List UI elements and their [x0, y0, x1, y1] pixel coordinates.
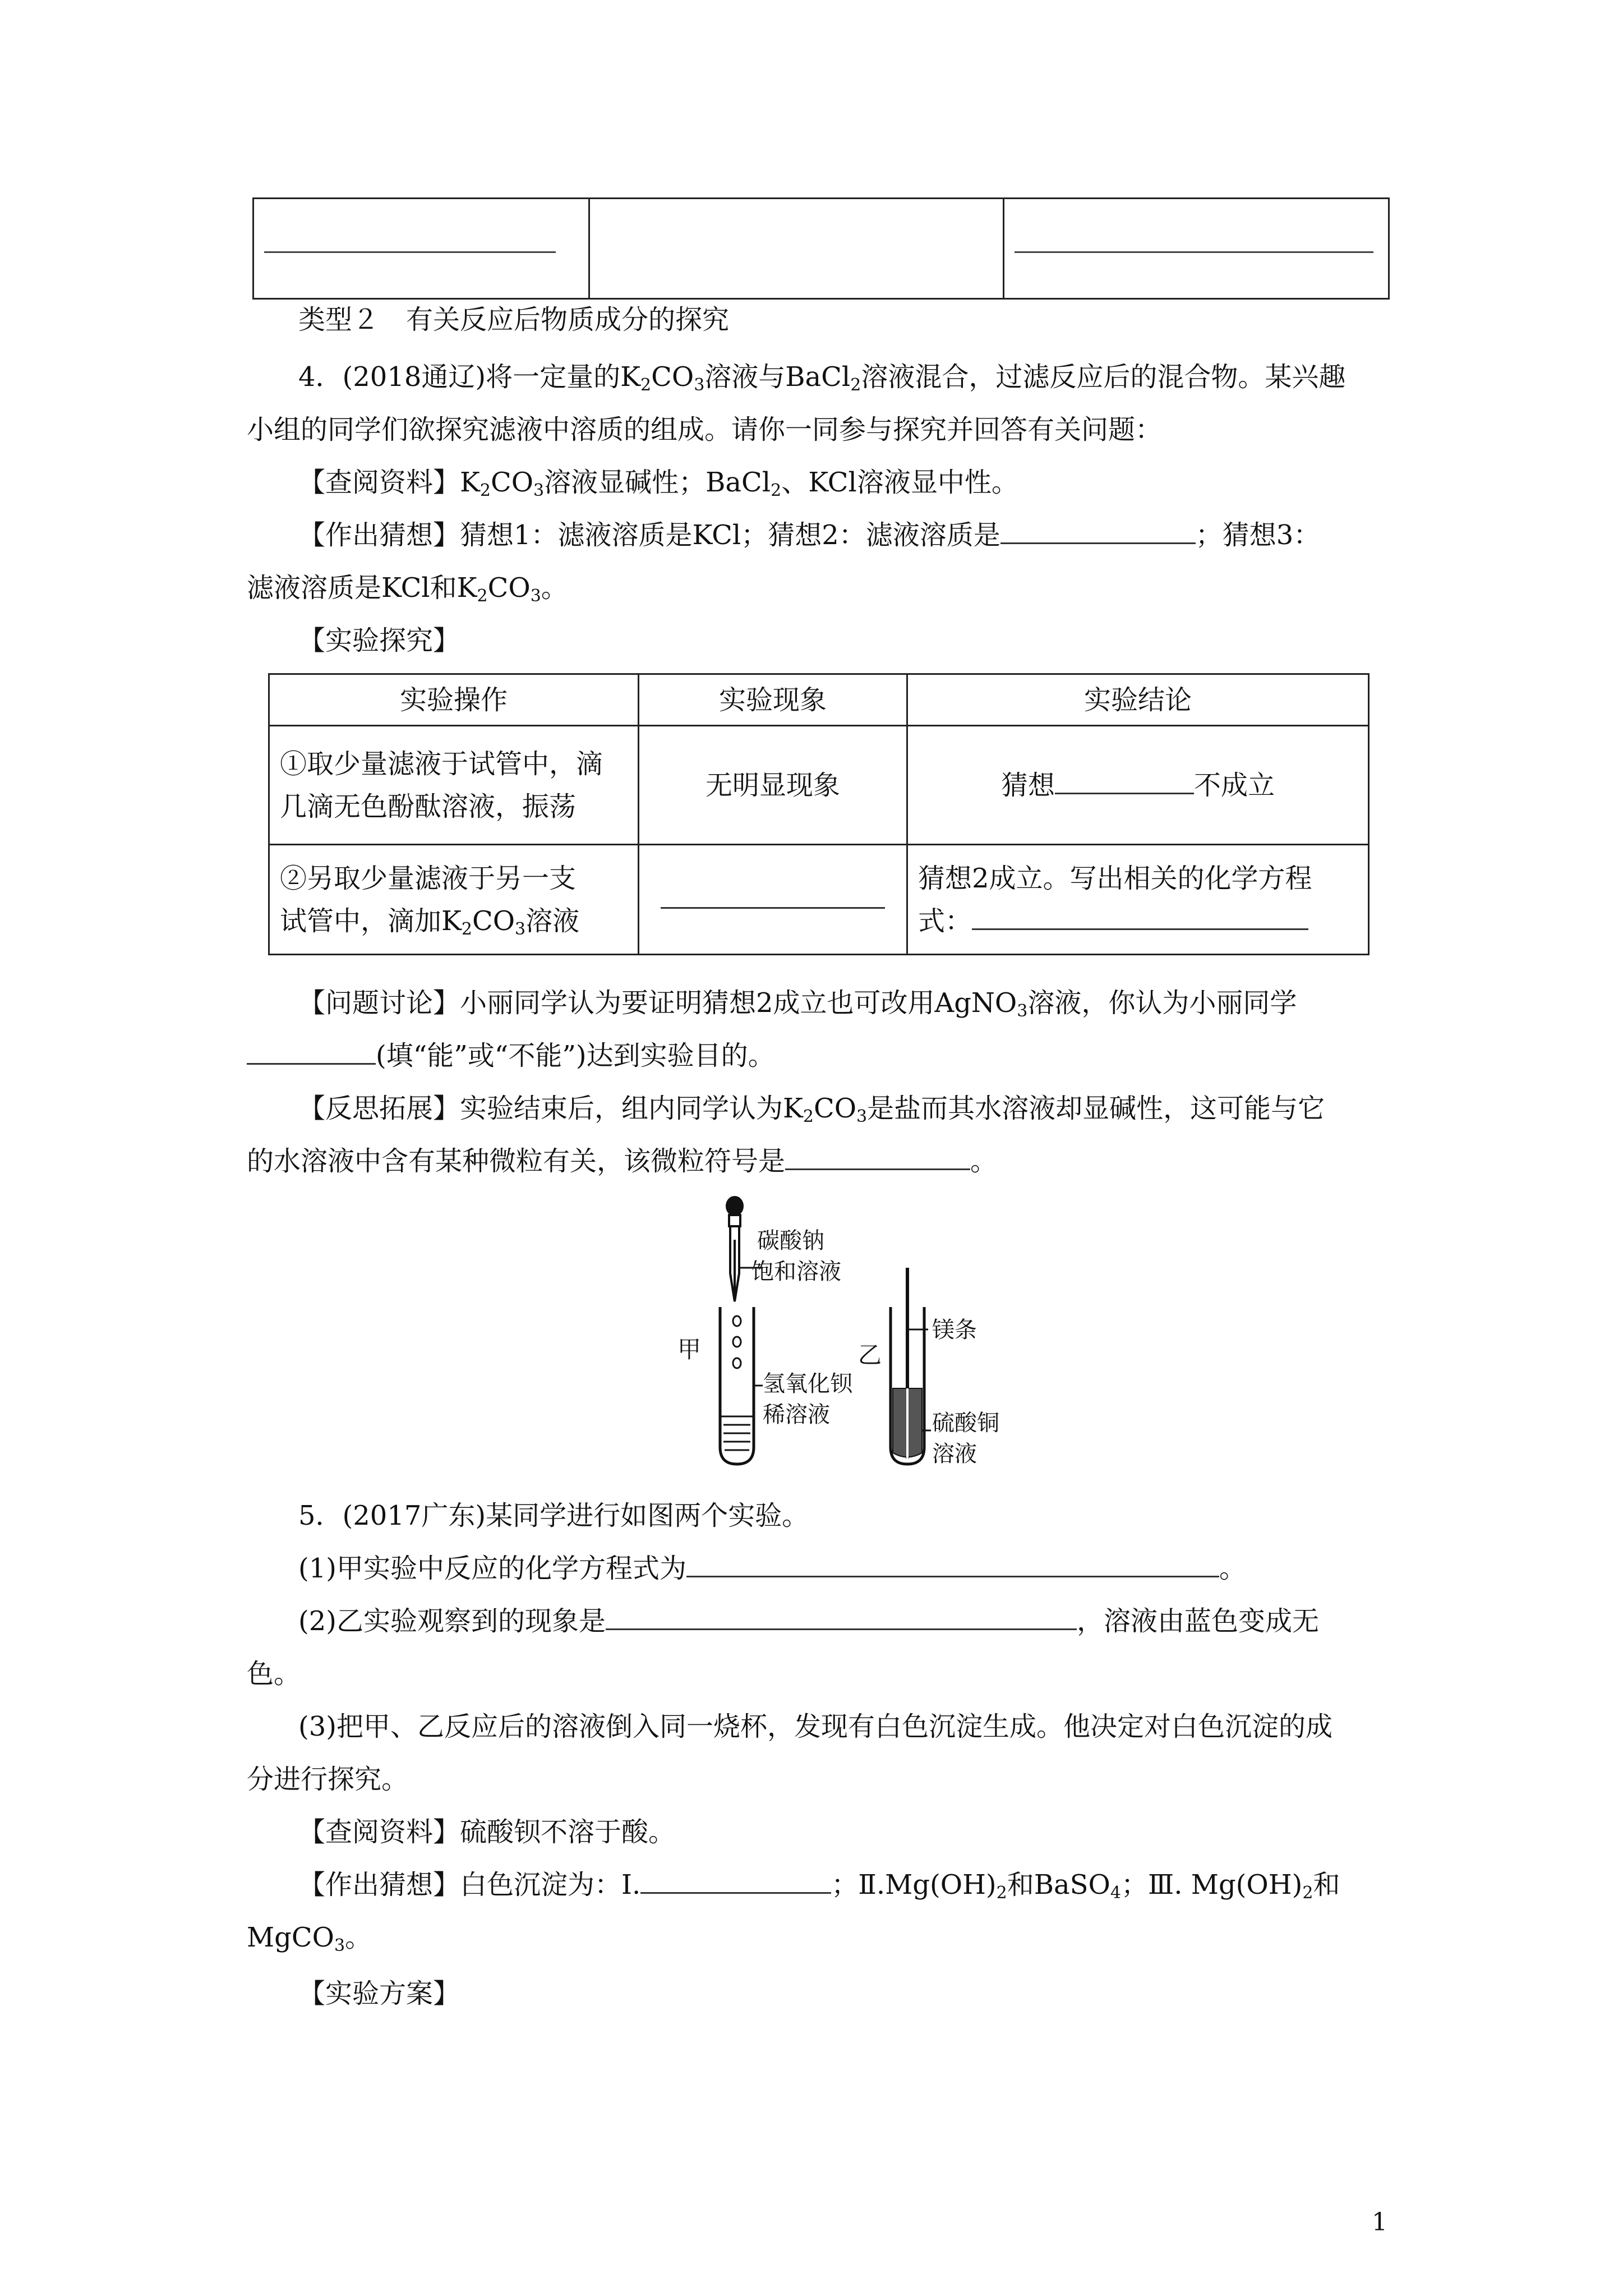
q4-line1 — [298, 359, 1345, 395]
header-operation: 实验操作 — [269, 674, 639, 726]
text: CO — [813, 1093, 857, 1124]
cu-label-2: 溶液 — [932, 1441, 977, 1467]
text: 是盐而其水溶液却显碱性，这可能与它 — [867, 1093, 1325, 1124]
jia-label-2: 稀溶液 — [763, 1402, 830, 1428]
label-jia: 甲 — [677, 1336, 702, 1363]
label-yi: 乙 — [858, 1341, 882, 1369]
row1-conclusion — [907, 726, 1369, 845]
dropper-label-2: 饱和溶液 — [751, 1259, 841, 1285]
text: 溶液混合，过滤反应后的混合物。某兴趣 — [861, 361, 1346, 393]
text: 溶液显碱性；BaCl — [544, 467, 771, 498]
text: CO — [487, 572, 531, 604]
equation-blank[interactable] — [686, 1551, 1219, 1577]
text: 和BaSO — [1007, 1869, 1110, 1901]
text: 【反思拓展】实验结束后，组内同学认为K — [298, 1093, 803, 1124]
text: CO — [472, 905, 515, 937]
row2-conclusion — [907, 845, 1369, 955]
q5-plan-heading: 【实验方案】 — [298, 1978, 460, 2009]
q4-discussion-line2 — [247, 1038, 775, 1074]
q5-reference: 【查阅资料】硫酸钡不溶于酸。 — [298, 1816, 676, 1848]
guess2-blank[interactable] — [1000, 518, 1196, 544]
text: 溶液，你认为小丽同学 — [1027, 987, 1297, 1019]
row2-phenomenon — [639, 845, 907, 955]
q5-part2 — [298, 1603, 1319, 1639]
table-row — [253, 199, 1389, 299]
text: 【问题讨论】小丽同学认为要证明猜想2成立也可改用AgNO — [298, 987, 1017, 1019]
table-cell — [1004, 199, 1389, 299]
text: 溶液 — [525, 905, 580, 937]
dropper-label-1: 碳酸钠 — [757, 1228, 824, 1254]
table-cell — [253, 199, 589, 299]
table-cell — [589, 199, 1004, 299]
text: 猜想2成立。写出相关的化学方程 — [918, 862, 1312, 894]
text — [280, 900, 628, 942]
particle-symbol-blank[interactable] — [785, 1144, 970, 1170]
text: MgCO — [247, 1922, 334, 1953]
text: CO — [651, 361, 694, 393]
subscript: 2 — [479, 481, 491, 500]
guess-number-blank[interactable] — [1055, 768, 1194, 794]
experiment-table — [268, 673, 1370, 955]
cu-label-1: 硫酸铜 — [932, 1410, 999, 1436]
q5-guess-line2 — [247, 1920, 372, 1955]
text: 【作出猜想】白色沉淀为：Ⅰ. — [298, 1869, 641, 1901]
text: ；猜想3： — [1195, 519, 1321, 551]
subscript: 2 — [1302, 1883, 1313, 1903]
row1-phenomenon: 无明显现象 — [639, 726, 907, 845]
subscript: 3 — [515, 919, 526, 939]
q5-part1 — [298, 1550, 1246, 1586]
subscript: 2 — [771, 481, 782, 500]
q5-part3-line2: 分进行探究。 — [247, 1764, 409, 1795]
text: 试管中，滴加K — [280, 905, 462, 937]
subscript: 3 — [334, 1936, 345, 1955]
text: 溶液与BaCl — [704, 361, 851, 393]
text: 和 — [1313, 1869, 1340, 1901]
text: 猜想 — [1000, 769, 1055, 801]
text: (1)甲实验中反应的化学方程式为 — [298, 1553, 686, 1584]
subscript: 2 — [803, 1107, 814, 1126]
text: 【作出猜想】猜想1：滤液溶质是KCl；猜想2：滤液溶质是 — [298, 519, 1000, 551]
subscript: 3 — [530, 586, 541, 606]
text: ；Ⅲ. Mg(OH) — [1121, 1869, 1303, 1901]
q5-line1: 5．(2017广东)某同学进行如图两个实验。 — [298, 1500, 809, 1531]
text: 。 — [345, 1922, 372, 1953]
text: ②另取少量滤液于另一支 — [280, 862, 577, 894]
text: (填“能”或“不能”)达到实验目的。 — [376, 1040, 775, 1071]
phenomenon-blank[interactable] — [661, 882, 885, 909]
subscript: 2 — [461, 919, 472, 939]
text: 4．(2018通辽)将一定量的K — [298, 361, 641, 393]
text: ；Ⅱ.Mg(OH) — [831, 1869, 997, 1901]
page-number: 1 — [1372, 2208, 1387, 2237]
subscript: 3 — [856, 1107, 868, 1126]
mg-label: 镁条 — [932, 1317, 977, 1343]
text: CO — [490, 467, 534, 498]
header-phenomenon: 实验现象 — [639, 674, 907, 726]
q4-guess-line2 — [247, 570, 568, 606]
row1-operation — [269, 726, 639, 845]
header-conclusion: 实验结论 — [907, 674, 1369, 726]
phenomenon-blank[interactable] — [606, 1604, 1077, 1630]
test-tube-yi-icon — [891, 1268, 924, 1464]
q5-part2-line2: 色。 — [247, 1658, 301, 1690]
text: 。 — [970, 1145, 998, 1177]
subscript: 3 — [1017, 1001, 1028, 1021]
q4-line2: 小组的同学们欲探究滤液中溶质的组成。请你一同参与探究并回答有关问题： — [247, 414, 1163, 445]
table-row — [269, 845, 1369, 955]
text: 几滴无色酚酞溶液，振荡 — [280, 790, 577, 822]
continued-table — [252, 197, 1390, 300]
row2-operation — [269, 845, 639, 955]
q4-discussion — [298, 985, 1297, 1021]
equation-blank[interactable] — [972, 904, 1308, 930]
jia-label-1: 氢氧化钡 — [763, 1371, 852, 1397]
subscript: 4 — [1110, 1883, 1121, 1903]
q4-reference — [298, 464, 1018, 500]
text: ①取少量滤液于试管中，滴 — [280, 748, 603, 780]
q5-part3: (3)把甲、乙反应后的溶液倒入同一烧杯，发现有白色沉淀生成。他决定对白色沉淀的成 — [298, 1711, 1332, 1742]
subscript: 3 — [694, 375, 705, 395]
text: 【查阅资料】K — [298, 467, 480, 498]
text: 、KCl溶液显中性。 — [781, 467, 1018, 498]
experiment-figure — [673, 1195, 1021, 1487]
text: 。 — [541, 572, 568, 604]
text: (2)乙实验观察到的现象是 — [298, 1605, 606, 1637]
dropper-icon — [727, 1197, 743, 1301]
text: ，溶液由蓝色变成无 — [1077, 1605, 1320, 1637]
text: 不成立 — [1194, 769, 1275, 801]
answer-blank[interactable] — [264, 222, 556, 253]
test-tube-jia-icon — [720, 1307, 754, 1464]
text: 。 — [1219, 1553, 1247, 1584]
section-title: 类型２ 有关反应后物质成分的探究 — [298, 304, 730, 335]
table-header-row — [269, 674, 1369, 726]
q4-reflection — [298, 1091, 1325, 1126]
subscript: 2 — [850, 375, 861, 395]
text: 滤液溶质是KCl和K — [247, 572, 477, 604]
answer-blank[interactable] — [1015, 222, 1373, 253]
text — [918, 900, 1358, 942]
subscript: 2 — [640, 375, 652, 395]
text: 式： — [918, 905, 972, 937]
q4-explore-heading: 【实验探究】 — [298, 625, 460, 656]
q4-guess — [298, 517, 1320, 553]
can-cannot-blank[interactable] — [247, 1038, 376, 1065]
guess-i-blank[interactable] — [640, 1867, 831, 1894]
text: 的水溶液中含有某种微粒有关，该微粒符号是 — [247, 1145, 786, 1177]
subscript: 3 — [533, 481, 545, 500]
q4-reflection-line2 — [247, 1143, 997, 1179]
subscript: 2 — [477, 586, 488, 606]
subscript: 2 — [996, 1883, 1007, 1903]
table-row — [269, 726, 1369, 845]
q5-guess — [298, 1867, 1340, 1903]
